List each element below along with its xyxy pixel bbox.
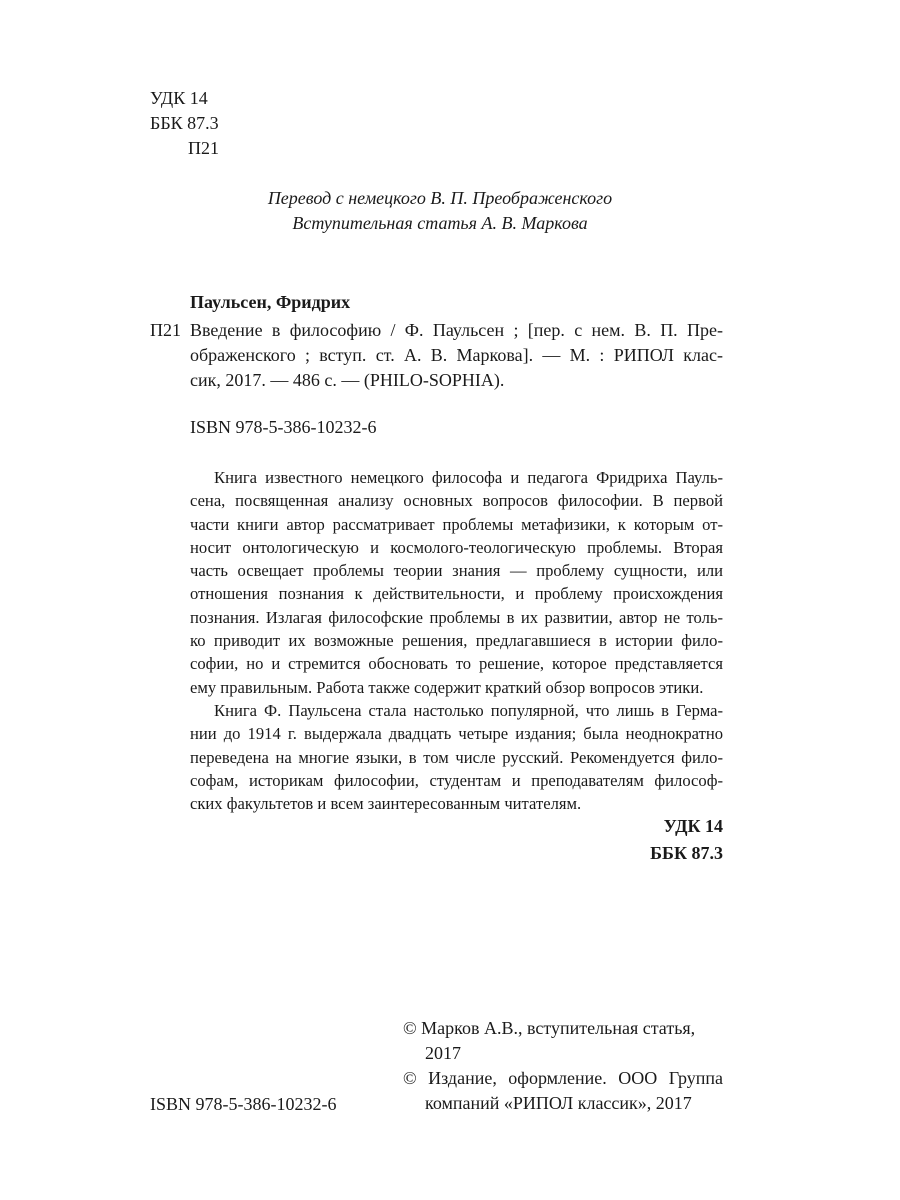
copyright-line: компаний «РИПОЛ классик», 2017 bbox=[425, 1093, 692, 1113]
author-mark-code: П21 bbox=[188, 138, 219, 158]
annotation-line: ему правильным. Работа также содержит краткий обзор вопросов этики. bbox=[190, 677, 704, 697]
annotation-line: носит онтологическую и космолого-теологическую проблемы. Вторая bbox=[190, 537, 723, 557]
annotation-line: отношения познания к действительности, и проблему происхождения bbox=[190, 584, 723, 604]
annotation bbox=[190, 466, 723, 815]
bbk-code: ББК 87.3 bbox=[150, 113, 219, 133]
annotation-line: переведена на многие языки, в том числе русский. Рекомендуется фило- bbox=[190, 747, 723, 767]
catalog-author-mark: П21 bbox=[150, 320, 181, 340]
annotation-line: Книга известного немецкого философа и педагога Фридриха Пауль- bbox=[214, 468, 723, 487]
classification-codes-bottom bbox=[560, 813, 723, 867]
annotation-line: части книги автор рассматривает проблемы метафизики, к которым от- bbox=[190, 514, 723, 534]
copyright-block bbox=[403, 1016, 723, 1116]
annotation-line: ко приводит их возможные решения, предлагавшиеся в истории фило- bbox=[190, 631, 723, 651]
annotation-line: познания. Излагая философские проблемы в их развитии, автор не толь- bbox=[190, 607, 723, 627]
annotation-line: ских факультетов и всем заинтересованным читателям. bbox=[190, 794, 582, 814]
intro-article-line: Вступительная статья А. В. Маркова bbox=[292, 213, 588, 233]
copyright-line: © Издание, оформление. ООО Группа bbox=[403, 1068, 723, 1088]
annotation-line: Книга Ф. Паульсена стала настолько популярной, что лишь в Герма- bbox=[214, 700, 723, 720]
copyright-line: 2017 bbox=[425, 1043, 461, 1063]
bibliographic-line: сик, 2017. — 486 с. — (PHILO-SOPHIA). bbox=[190, 370, 505, 390]
classification-codes-top bbox=[150, 86, 219, 161]
udk-code-bottom: УДК 14 bbox=[663, 816, 723, 836]
annotation-line: софии, но и стремится обосновать то решение, которое представляется bbox=[190, 654, 723, 674]
annotation-line: сена, посвященная анализу основных вопросов философии. В первой bbox=[190, 491, 723, 511]
isbn-main: ISBN 978-5-386-10232-6 bbox=[190, 417, 377, 437]
annotation-line: часть освещает проблемы теории знания — проблему сущности, или bbox=[190, 561, 723, 581]
annotation-line: софам, историкам философии, студентам и преподавателям философ- bbox=[190, 770, 723, 790]
bibliographic-description bbox=[190, 318, 723, 393]
translator-line: Перевод с немецкого В. П. Преображенского bbox=[267, 188, 613, 208]
bibliographic-line: Введение в философию / Ф. Паульсен ; [пер. с нем. В. П. Пре- bbox=[190, 320, 723, 340]
translation-note bbox=[0, 186, 880, 236]
annotation-line: нии до 1914 г. выдержала двадцать четыре издания; была неоднократно bbox=[190, 724, 723, 744]
bibliographic-line: ображенского ; вступ. ст. А. В. Маркова]. — М. : РИПОЛ клас- bbox=[190, 345, 723, 365]
copyright-line: © Марков А.В., вступительная статья, bbox=[403, 1018, 696, 1038]
author-heading: Паульсен, Фридрих bbox=[190, 292, 351, 312]
udk-code: УДК 14 bbox=[150, 88, 208, 108]
isbn-footer: ISBN 978-5-386-10232-6 bbox=[150, 1094, 337, 1114]
bbk-code-bottom: ББК 87.3 bbox=[650, 843, 723, 863]
